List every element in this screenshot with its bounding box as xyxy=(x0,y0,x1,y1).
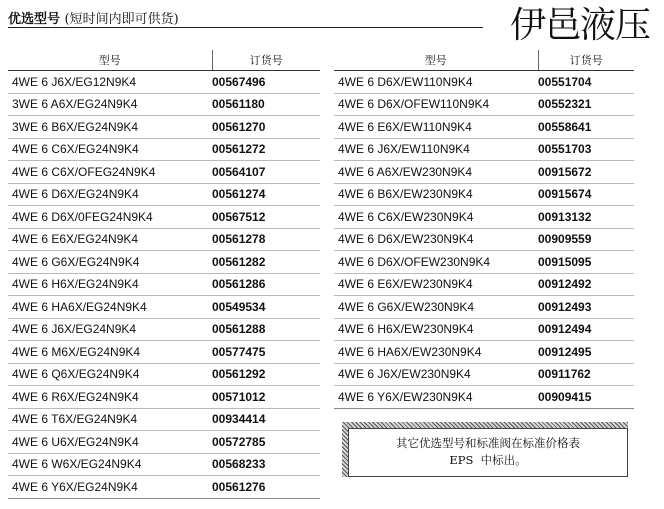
right-table-body xyxy=(334,71,634,409)
table-row xyxy=(8,453,320,476)
model-cell: 4WE 6 B6X/EW230N9K4 xyxy=(334,183,538,206)
table-header-row xyxy=(8,50,320,71)
model-cell: 4WE 6 U6X/EG24N9K4 xyxy=(8,431,212,454)
order-number-cell: 00567496 xyxy=(212,71,320,94)
order-number-cell: 00561288 xyxy=(212,318,320,341)
order-number-cell: 00912492 xyxy=(538,273,634,296)
table-header-row xyxy=(334,50,634,71)
model-cell: 4WE 6 T6X/EG24N9K4 xyxy=(8,408,212,431)
model-cell: 4WE 6 J6X/EW230N9K4 xyxy=(334,363,538,386)
order-number-cell: 00552321 xyxy=(538,93,634,116)
order-number-cell: 00564107 xyxy=(212,161,320,184)
table-row xyxy=(8,318,320,341)
column-header-model: 型号 xyxy=(8,50,212,71)
order-number-cell: 00934414 xyxy=(212,408,320,431)
table-row xyxy=(334,206,634,229)
title-text: 优选型号 xyxy=(8,12,61,27)
order-number-cell: 00911762 xyxy=(538,363,634,386)
model-cell: 4WE 6 R6X/EG24N9K4 xyxy=(8,386,212,409)
table-row xyxy=(8,431,320,454)
model-cell: 4WE 6 A6X/EW230N9K4 xyxy=(334,161,538,184)
table-row xyxy=(334,251,634,274)
table-row xyxy=(334,116,634,139)
model-cell: 4WE 6 Y6X/EW230N9K4 xyxy=(334,386,538,409)
model-cell: 4WE 6 D6X/EW110N9K4 xyxy=(334,71,538,94)
model-cell: 4WE 6 C6X/EG24N9K4 xyxy=(8,138,212,161)
order-number-cell: 00561286 xyxy=(212,273,320,296)
order-number-cell: 00561270 xyxy=(212,116,320,139)
model-cell: 4WE 6 D6X/0FEG24N9K4 xyxy=(8,206,212,229)
order-number-cell: 00915672 xyxy=(538,161,634,184)
order-number-cell: 00915674 xyxy=(538,183,634,206)
model-cell: 4WE 6 W6X/EG24N9K4 xyxy=(8,453,212,476)
order-number-cell: 00561272 xyxy=(212,138,320,161)
model-cell: 4WE 6 J6X/EG24N9K4 xyxy=(8,318,212,341)
model-cell: 4WE 6 D6X/EG24N9K4 xyxy=(8,183,212,206)
order-number-cell: 00912493 xyxy=(538,296,634,319)
order-number-cell: 00561274 xyxy=(212,183,320,206)
model-cell: 4WE 6 J6X/EG12N9K4 xyxy=(8,71,212,94)
model-cell: 3WE 6 B6X/EG24N9K4 xyxy=(8,116,212,139)
table-row xyxy=(334,296,634,319)
order-number-cell: 00561278 xyxy=(212,228,320,251)
table-row xyxy=(8,476,320,499)
table-row xyxy=(334,93,634,116)
table-row xyxy=(334,228,634,251)
table-row xyxy=(8,408,320,431)
page-title xyxy=(8,8,179,27)
order-number-cell: 00577475 xyxy=(212,341,320,364)
note-line-2: EPS 中标出。 xyxy=(449,453,527,467)
header-divider xyxy=(8,27,483,28)
order-number-cell: 00909415 xyxy=(538,386,634,409)
order-number-cell: 00568233 xyxy=(212,453,320,476)
note-box xyxy=(348,428,628,477)
title-subtitle: (短时间内即可供货) xyxy=(64,12,179,27)
model-cell: 4WE 6 Y6X/EG24N9K4 xyxy=(8,476,212,499)
left-table-body xyxy=(8,71,320,499)
table-row xyxy=(334,71,634,94)
column-header-model: 型号 xyxy=(334,50,538,71)
order-number-cell: 00561180 xyxy=(212,93,320,116)
model-cell: 3WE 6 A6X/EG24N9K4 xyxy=(8,93,212,116)
model-cell: 4WE 6 G6X/EW230N9K4 xyxy=(334,296,538,319)
table-row xyxy=(8,183,320,206)
order-number-cell: 00571012 xyxy=(212,386,320,409)
table-row xyxy=(8,206,320,229)
order-number-cell: 00549534 xyxy=(212,296,320,319)
table-row xyxy=(8,273,320,296)
order-number-cell: 00909559 xyxy=(538,228,634,251)
table-row xyxy=(334,273,634,296)
table-row xyxy=(334,318,634,341)
table-row xyxy=(334,161,634,184)
order-number-cell: 00912495 xyxy=(538,341,634,364)
order-number-cell: 00561292 xyxy=(212,363,320,386)
table-row xyxy=(8,93,320,116)
model-cell: 4WE 6 HA6X/EW230N9K4 xyxy=(334,341,538,364)
model-cell: 4WE 6 D6X/OFEW230N9K4 xyxy=(334,251,538,274)
order-number-cell: 00551704 xyxy=(538,71,634,94)
table-row xyxy=(8,386,320,409)
order-number-cell: 00558641 xyxy=(538,116,634,139)
table-row xyxy=(8,341,320,364)
table-row xyxy=(8,116,320,139)
table-row xyxy=(8,228,320,251)
model-cell: 4WE 6 E6X/EG24N9K4 xyxy=(8,228,212,251)
model-cell: 4WE 6 C6X/EW230N9K4 xyxy=(334,206,538,229)
table-row xyxy=(8,296,320,319)
table-row xyxy=(334,386,634,409)
note-line-1: 其它优选型号和标准阀在标准价格表 xyxy=(396,436,580,450)
model-cell: 4WE 6 D6X/OFEW110N9K4 xyxy=(334,93,538,116)
model-cell: 4WE 6 C6X/OFEG24N9K4 xyxy=(8,161,212,184)
table-row xyxy=(334,138,634,161)
order-number-cell: 00913132 xyxy=(538,206,634,229)
table-row xyxy=(334,183,634,206)
table-row xyxy=(8,251,320,274)
table-row xyxy=(8,138,320,161)
model-cell: 4WE 6 D6X/EW230N9K4 xyxy=(334,228,538,251)
column-header-order-number: 订货号 xyxy=(212,50,320,71)
table-row xyxy=(8,363,320,386)
model-cell: 4WE 6 HA6X/EG24N9K4 xyxy=(8,296,212,319)
model-cell: 4WE 6 J6X/EW110N9K4 xyxy=(334,138,538,161)
brand-logo-text: 伊邑液压 xyxy=(509,5,650,46)
model-cell: 4WE 6 H6X/EW230N9K4 xyxy=(334,318,538,341)
right-parts-table xyxy=(334,50,634,409)
order-number-cell: 00567512 xyxy=(212,206,320,229)
order-number-cell: 00915095 xyxy=(538,251,634,274)
table-row xyxy=(8,71,320,94)
order-number-cell: 00551703 xyxy=(538,138,634,161)
order-number-cell: 00561276 xyxy=(212,476,320,499)
column-header-order-number: 订货号 xyxy=(538,50,634,71)
table-row xyxy=(8,161,320,184)
order-number-cell: 00572785 xyxy=(212,431,320,454)
model-cell: 4WE 6 E6X/EW110N9K4 xyxy=(334,116,538,139)
model-cell: 4WE 6 Q6X/EG24N9K4 xyxy=(8,363,212,386)
model-cell: 4WE 6 G6X/EG24N9K4 xyxy=(8,251,212,274)
table-row xyxy=(334,341,634,364)
model-cell: 4WE 6 H6X/EG24N9K4 xyxy=(8,273,212,296)
model-cell: 4WE 6 M6X/EG24N9K4 xyxy=(8,341,212,364)
model-cell: 4WE 6 E6X/EW230N9K4 xyxy=(334,273,538,296)
order-number-cell: 00561282 xyxy=(212,251,320,274)
left-parts-table xyxy=(8,50,320,499)
order-number-cell: 00912494 xyxy=(538,318,634,341)
table-row xyxy=(334,363,634,386)
